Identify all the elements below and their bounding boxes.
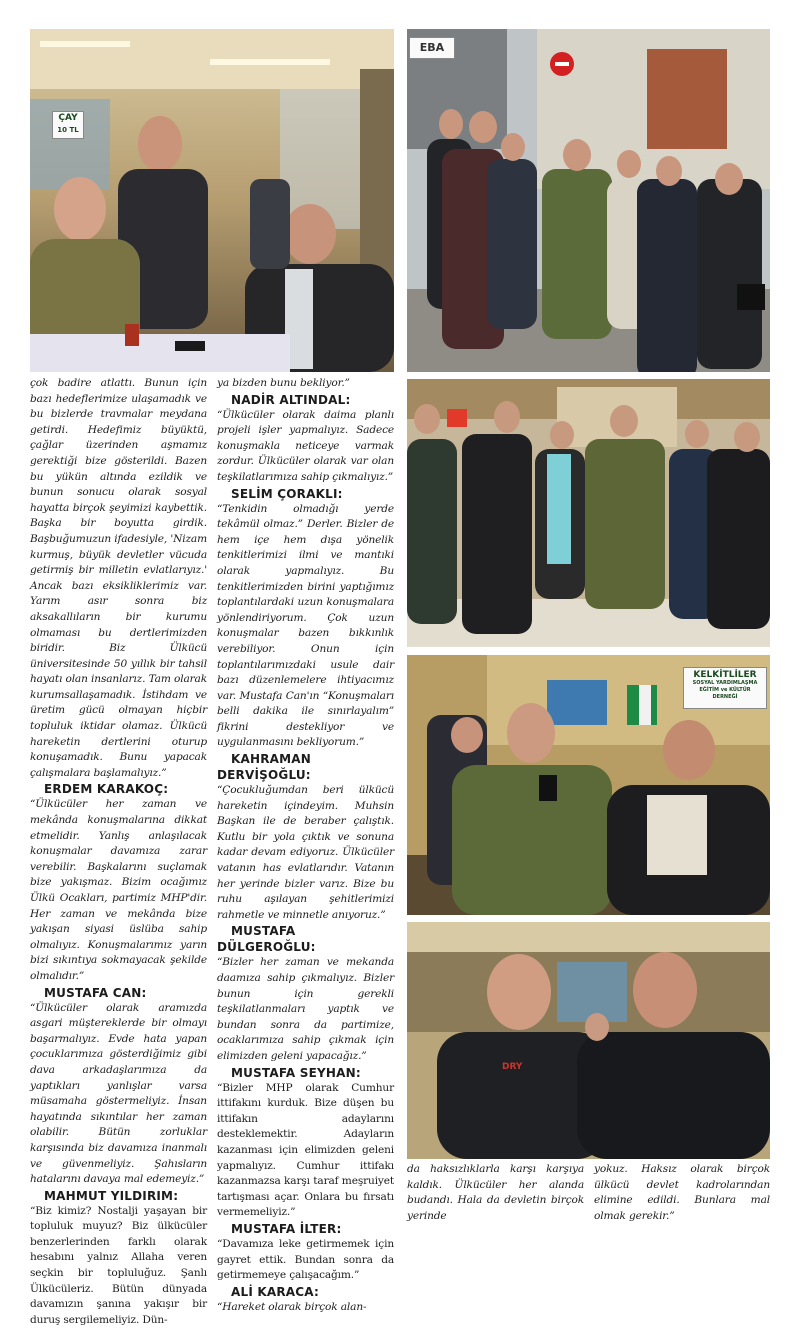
association-sign-title: KELKİTLİLER — [693, 670, 757, 680]
article-column-4-bottom: yokuz. Haksız olarak birçok ülkücü devlet kadrolarından elimine edildi. Bunlara mal olmak gerekir.” — [594, 1163, 770, 1222]
col2-paragraph-2: “Ülkücüler olarak daima planlı projeli işler yapmalıyız. Sadece konuşmakla neticeye varmak zordur. Ülkücüler olarak var olan teşkilatlarımıza sahip çıkmalıyız.” — [217, 408, 394, 483]
photo-two-men-selfie — [407, 922, 770, 1159]
col2-heading-kahraman-dervisoglu: KAHRAMAN DERVİŞOĞLU: — [217, 752, 312, 783]
col2-heading-ali-karaca: ALİ KARACA: — [231, 1284, 320, 1299]
article-column-2 — [217, 376, 394, 1315]
col2-paragraph-7: “Davamıza leke getirmemek için gayret ettik. Bundan sonra da getirmemeye çalışacağım.” — [217, 1237, 394, 1282]
photo-street-group — [407, 29, 770, 372]
tea-sign-price: 10 TL — [57, 126, 79, 134]
col2-paragraph-3: “Tenkidin olmadığı yerde tekâmül olmaz.” Derler. Bizler de hem içe hem dışa yönelik tenkitlerimizi ilmi ve mantıki olarak yapmalıyız. Bu tenkitlerimizden birini yaptığımız toplantılardaki uzun konuşmalara yönlendiriyorum. Çok uzun konuşmalar bazen bıkkınlık verebiliyor. Onun için toplantılarımızdaki usule dair bazı düzenlemelere ihtiyacımız var. Mustafa Can'ın “Konuşmaları belli dakika ile sınırlayalım” fikrini destekliyor ve uygulanmasını bekliyorum.” — [217, 502, 394, 749]
association-sign — [683, 667, 767, 709]
association-sign-sub1: SOSYAL YARDIMLAŞMA — [692, 680, 758, 686]
col1-paragraph-1: çok badire atlattı. Bunun için bazı hedeflerimize ulaşamadık ve bu bizlerde travmalar meydana getirdi. Hedefimiz büyüktü, çağlar üzerinden aşmamız gerektiği bize gösterildi. Bazen bu yükün altında ezildik ve bunun sonucu olarak sosyal hayatta birçok şeyimizi kaybettik. Başka bir boyutta girdik. Başbuğumuzun ifadesiyle, 'Nizam kurmuş, büyük devletler vücuda getirmiş bir milletin evlatlarıyız.' Ancak bazı eksikliklerimiz var. Yarım asır sonra biz aksakallıların bir kurumu olmaması bu dertlerimizden biridir. Biz Ülkücü üniversitesinde 50 yıllık bir tahsil hayatı olan insanlarız. Tam olarak kurumsallaşamadık. İstihdam ve üretim gücü olmayan hiçbir topluluk iktidar olamaz. Ülkücü hareketin dertlerini oturup konuşamadık. Bunu yapacak çalışmalara başlamalıyız.” — [30, 377, 207, 779]
shop-sign: EBA — [409, 37, 455, 59]
col1-heading-erdem-karakoc: ERDEM KARAKOÇ: — [44, 782, 169, 797]
photo-teahouse-conversation — [30, 29, 394, 372]
col1-paragraph-2: “Ülkücüler her zaman ve mekânda konuşmalarına dikkat etmelidir. Yanlış anlaşılacak konuşmalar davamıza zarar verebilir. Başkalarını suçlamak bize yakışmaz. Bizim ocağımız Ülkü Ocakları, partimiz MHP'dir. Her zaman ve mekânda bize yakışan siyasi üslüba sahip olmalıyız. Konuşmalarımız yarın bizi sıkıntıya sokmayacak şekilde olmalıdır.” — [30, 798, 207, 982]
col2-paragraph-4: “Çocukluğumdan beri ülkücü hareketin içindeyim. Muhsin Başkan ile de beraber çalıştık. Kutlu bir yola çıktık ve sonuna kadar devam ediyoruz. Ülkücüler vatanın has evlatlarıdır. Vatanın her yerinde bizler varız. Bize bu ruhu aşılayan şehitlerimizi rahmetle ve minnetle anıyoruz.” — [217, 784, 394, 921]
col2-paragraph-5: “Bizler her zaman ve mekanda daamıza sahip çıkmalıyız. Bizler bunun için gerekli teşkilatlanmaları yaptık ve bundan sonra da partimize, ocaklarımıza sahip çıkmak için elimizden geleni yapacağız.” — [217, 956, 394, 1062]
col2-paragraph-6: “Bizler MHP olarak Cumhur ittifakını kurduk. Bize düşen bu ittifakın adaylarını desteklemektir. Adayların kazanması için elimizden geleni yapmalıyız. Cumhur ittifakı kazanmazsa karşı taraf meşruiyet tartışması açar. Onlara bu fırsatı vermemeliyiz.” — [217, 1081, 394, 1219]
article-column-1 — [30, 376, 207, 1328]
col1-heading-mustafa-can: MUSTAFA CAN: — [44, 985, 147, 1000]
association-sign-sub3: DERNEĞİ — [712, 694, 738, 700]
col2-heading-mustafa-dulgeroglu: MUSTAFA DÜLGEROĞLU: — [217, 924, 316, 955]
photo-association-interior — [407, 655, 770, 915]
shirt-print: DRY — [502, 1062, 523, 1072]
tea-sign-text: ÇAY — [58, 113, 78, 123]
col1-paragraph-4: “Biz kimiz? Nostalji yaşayan bir topluluk muyuz? Biz ülkücüler benzerlerinden farklı olarak hesabını yalnız Allaha veren seçkin bir topluluğuz. Şanlı Ülkücüleriz. Bütün dünyada davamızın şanına yakışır bir duruş sergilemeliyiz. Dün- — [30, 1204, 207, 1326]
col1-heading-mahmut-yildirim: MAHMUT YILDIRIM: — [44, 1188, 179, 1203]
article-column-3-bottom: da haksızlıklarla karşı karşıya kaldık. Ülkücüler her alanda budandı. Hala da devletin birçok yerinde — [407, 1163, 584, 1222]
col2-heading-mustafa-seyhan: MUSTAFA SEYHAN: — [231, 1065, 361, 1080]
col2-heading-nadir-altindal: NADİR ALTINDAL: — [231, 392, 351, 407]
association-sign-sub2: EĞİTİM ve KÜLTÜR — [699, 687, 751, 693]
photo-indoor-group — [407, 379, 770, 647]
col1-paragraph-3: “Ülkücüler olarak aramızda asgari müştereklerde bir olmayı başarmalıyız. Evde hata yapan çocuklarımıza gösterdiğimiz gibi dava arkadaşlarımıza da yaptıkları yanlışlar varsa müsamaha göstermeliyiz. İnsan hayatında sıkıntılar her zaman olabilir. Bütün zorluklar karşısında biz davamıza inanmalı ve güvenmeliyiz. Şahısların hatalarını davaya mal edemeyiz.” — [30, 1001, 207, 1186]
col2-paragraph-8: “Hareket olarak birçok alan- — [217, 1300, 367, 1313]
col2-paragraph-1: ya bizden bunu bekliyor.” — [217, 377, 350, 389]
col2-heading-selim-corakli: SELİM ÇORAKLI: — [231, 486, 343, 501]
tea-price-sign — [52, 111, 84, 139]
col2-heading-mustafa-ilter: MUSTAFA İLTER: — [231, 1221, 342, 1236]
